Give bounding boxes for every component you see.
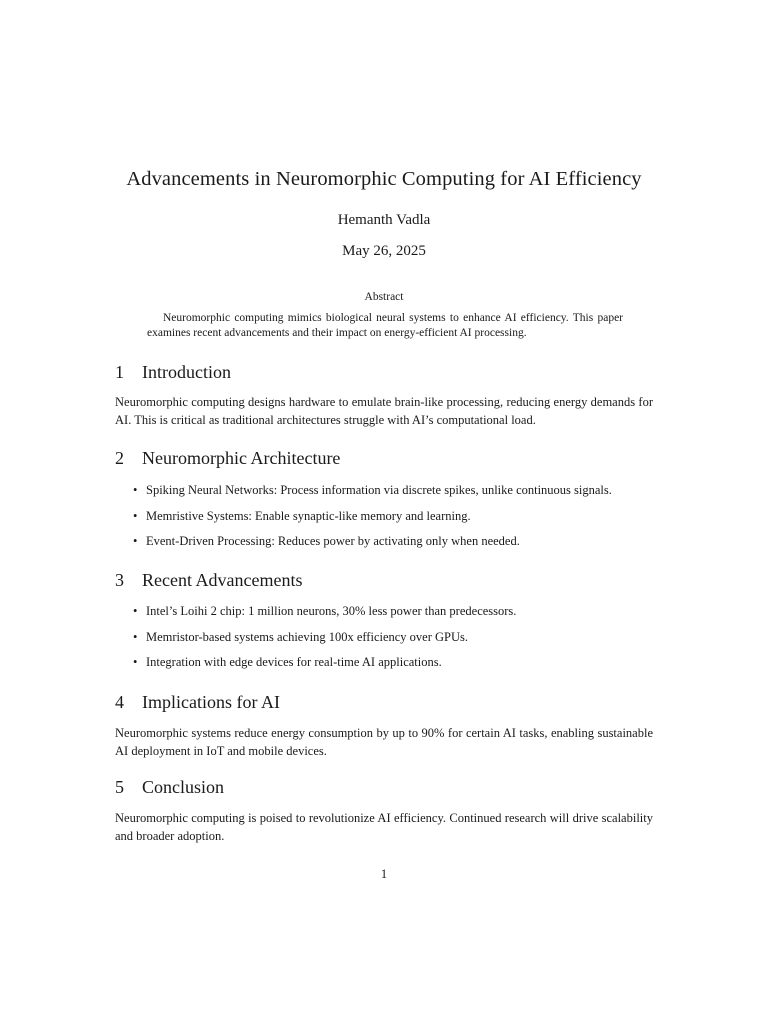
section-number: 3 — [115, 570, 124, 590]
list-item: • Event-Driven Processing: Reduces power by activating only when needed. — [133, 534, 520, 548]
list-item: • Integration with edge devices for real-time AI applications. — [133, 655, 442, 669]
section-number: 2 — [115, 448, 124, 468]
implications-paragraph: Neuromorphic systems reduce energy consumption by up to 90% for certain AI tasks, enabling sustainable AI deployment in IoT and mobile devices. — [115, 726, 653, 758]
page-number: 1 — [380, 867, 388, 881]
section-title: Recent Advancements — [142, 570, 303, 590]
introduction-paragraph: Neuromorphic computing designs hardware to emulate brain-like processing, reducing energy demands for AI. This is critical as traditional architectures struggle with AI’s computational load. — [115, 395, 653, 427]
list-item: • Spiking Neural Networks: Process information via discrete spikes, unlike continuous signals. — [133, 483, 612, 497]
paper-date: May 26, 2025 — [342, 243, 426, 259]
section-heading-recent-advancements — [115, 570, 302, 591]
list-item: • Intel’s Loihi 2 chip: 1 million neurons, 30% less power than predecessors. — [133, 604, 517, 618]
section-heading-conclusion — [115, 777, 224, 798]
list-item: • Memristor-based systems achieving 100x efficiency over GPUs. — [133, 629, 469, 644]
bullet-icon: • — [133, 629, 138, 644]
advancements-list — [115, 603, 653, 680]
section-number: 5 — [115, 777, 124, 797]
bullet-icon: • — [133, 604, 138, 618]
bullet-icon: • — [133, 534, 138, 548]
abstract-heading: Abstract — [364, 291, 404, 303]
architecture-list — [115, 482, 653, 559]
section-title: Introduction — [142, 362, 231, 382]
section-title: Conclusion — [142, 777, 225, 797]
paper-title: Advancements in Neuromorphic Computing for AI Efficiency — [126, 168, 642, 190]
section-number: 4 — [115, 692, 124, 712]
abstract-text: Neuromorphic computing mimics biological neural systems to enhance AI efficiency. This paper examines recent advancements and their impact on energy-efficient AI processing. — [147, 312, 623, 339]
section-title: Implications for AI — [142, 692, 280, 712]
bullet-icon: • — [133, 508, 138, 523]
section-heading-implications — [115, 692, 280, 713]
paper-author: Hemanth Vadla — [337, 212, 431, 228]
conclusion-paragraph: Neuromorphic computing is poised to revolutionize AI efficiency. Continued research will drive scalability and broader adoption. — [115, 811, 653, 843]
section-number: 1 — [115, 362, 124, 382]
section-heading-neuromorphic-architecture — [115, 448, 340, 469]
bullet-icon: • — [133, 483, 138, 497]
section-heading-introduction — [115, 362, 231, 383]
section-title: Neuromorphic Architecture — [142, 448, 341, 468]
bullet-icon: • — [133, 655, 138, 669]
list-item: • Memristive Systems: Enable synaptic-like memory and learning. — [133, 508, 471, 523]
